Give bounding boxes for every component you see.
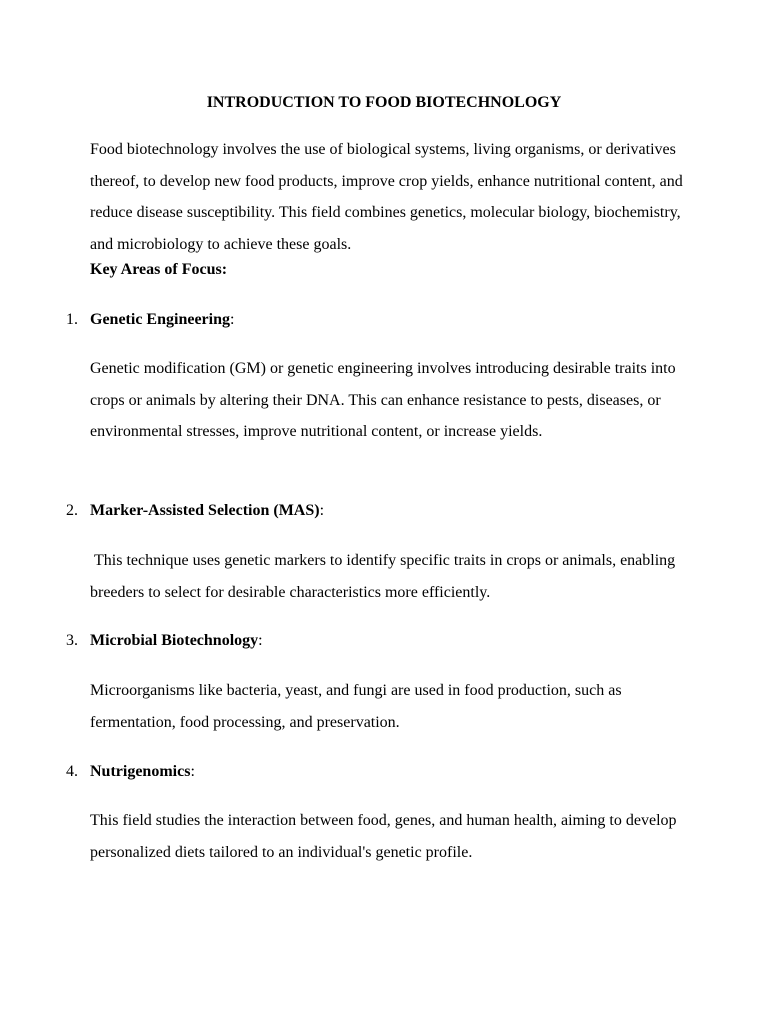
list-item-body: Genetic modification (GM) or genetic engineering involves introducing desirable traits into crops or animals by altering their DNA. This can enhance resistance to pests, diseases, or environmental stresses, improve nutritional content, or increase yields. <box>90 360 676 440</box>
list-item-number: 4. <box>66 763 78 780</box>
list-item-heading <box>66 501 324 521</box>
list-item-number: 2. <box>66 502 78 519</box>
list-item-label: Nutrigenomics <box>90 763 191 780</box>
list-item-body: Microorganisms like bacteria, yeast, and fungi are used in food production, such as fermentation, food processing, and preservation. <box>90 682 622 731</box>
intro-paragraph: Food biotechnology involves the use of biological systems, living organisms, or derivatives thereof, to develop new food products, improve crop yields, enhance nutritional content, and reduce disease susceptibility. This field combines genetics, molecular biology, biochemistry, and microbiology to achieve these goals. <box>90 141 683 253</box>
list-item-colon: : <box>258 632 263 649</box>
list-item-label: Microbial Biotechnology <box>90 632 259 649</box>
list-item-colon: : <box>229 311 235 328</box>
key-areas-heading: Key Areas of Focus: <box>90 261 228 278</box>
list-item-body: This technique uses genetic markers to identify specific traits in crops or animals, enabling breeders to select for desirable characteristics more efficiently. <box>90 552 680 601</box>
list-item-label: Marker-Assisted Selection (MAS) <box>90 502 320 519</box>
list-item-heading <box>66 762 195 782</box>
list-item-number: 1. <box>66 311 78 328</box>
list-item-heading <box>66 631 263 651</box>
document-title: INTRODUCTION TO FOOD BIOTECHNOLOGY <box>206 94 562 111</box>
list-item-colon: : <box>319 502 325 519</box>
list-item-colon: : <box>190 763 195 780</box>
list-item-heading <box>66 310 234 330</box>
list-item-body: This field studies the interaction between food, genes, and human health, aiming to develop personalized diets tailored to an individual's genetic profile. <box>90 812 677 861</box>
list-item-label: Genetic Engineering <box>90 311 230 328</box>
list-item-number: 3. <box>66 632 78 649</box>
